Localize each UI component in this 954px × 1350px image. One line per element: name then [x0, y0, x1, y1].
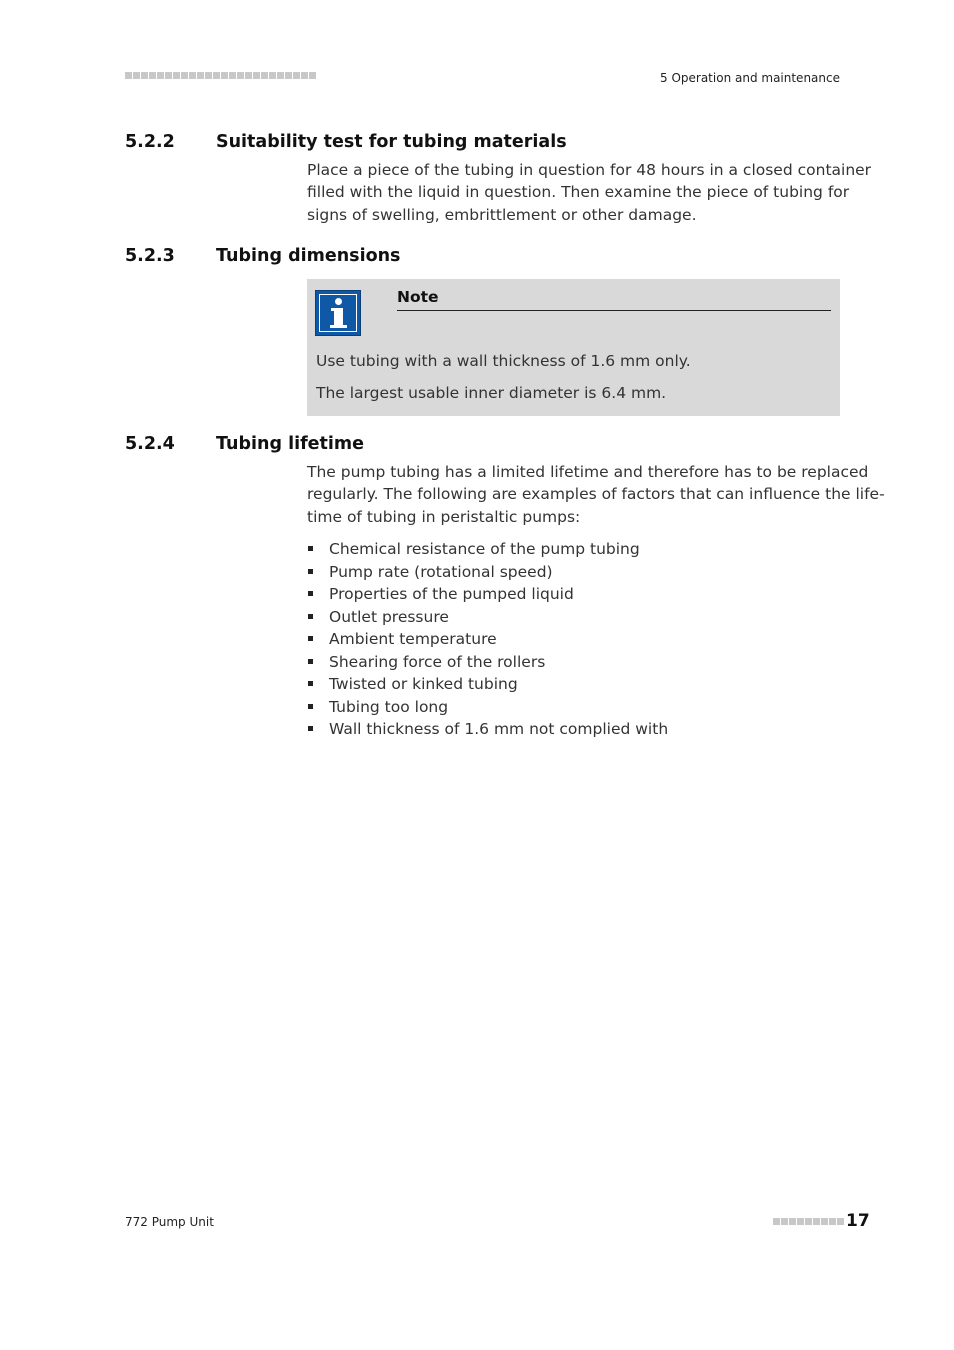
header-decoration	[125, 72, 316, 79]
section-title: Tubing lifetime	[216, 434, 365, 454]
list-item-text: Chemical resistance of the pump tubing	[329, 540, 640, 558]
section-number: 5.2.2	[125, 132, 175, 152]
decor-square	[773, 1218, 780, 1225]
list-item-text: Wall thickness of 1.6 mm not complied with	[329, 720, 669, 738]
decor-square	[181, 72, 188, 79]
decor-square	[133, 72, 140, 79]
decor-square	[261, 72, 268, 79]
paragraph-line: regularly. The following are examples of factors that can influence the life-	[307, 485, 885, 504]
bullet-icon	[308, 636, 313, 641]
info-icon	[315, 290, 361, 336]
list-item	[307, 561, 668, 584]
list-item	[307, 628, 668, 651]
decor-square	[797, 1218, 804, 1225]
decor-square	[829, 1218, 836, 1225]
section-number: 5.2.3	[125, 246, 175, 266]
bullet-icon	[308, 681, 313, 686]
decor-square	[309, 72, 316, 79]
paragraph-line: Place a piece of the tubing in question for 48 hours in a closed container	[307, 161, 872, 179]
decor-square	[293, 72, 300, 79]
decor-square	[229, 72, 236, 79]
list-item-text: Ambient temperature	[329, 630, 497, 648]
decor-square	[197, 72, 204, 79]
decor-square	[245, 72, 252, 79]
decor-square	[285, 72, 292, 79]
list-item	[307, 673, 668, 696]
decor-square	[805, 1218, 812, 1225]
paragraph-lifetime	[307, 461, 885, 528]
decor-square	[141, 72, 148, 79]
decor-square	[821, 1218, 828, 1225]
decor-square	[301, 72, 308, 79]
decor-square	[157, 72, 164, 79]
paragraph-line: filled with the liquid in question. Then examine the piece of tubing for	[307, 183, 850, 202]
decor-square	[813, 1218, 820, 1225]
bullet-icon	[308, 704, 313, 709]
list-item-text: Shearing force of the rollers	[329, 652, 546, 671]
section-heading-5-2-4	[125, 434, 364, 454]
decor-square	[149, 72, 156, 79]
page-number: 17	[846, 1211, 870, 1231]
paragraph-line: signs of swelling, embrittlement or other damage.	[307, 205, 697, 224]
decor-square	[213, 72, 220, 79]
decor-square	[125, 72, 132, 79]
bullet-icon	[308, 591, 313, 596]
decor-square	[189, 72, 196, 79]
note-divider	[397, 310, 831, 311]
note-text: Use tubing with a wall thickness of 1.6 mm only.	[316, 352, 691, 370]
bullet-icon	[308, 726, 313, 731]
list-item-text: Tubing too long	[329, 697, 449, 716]
paragraph-line: time of tubing in peristaltic pumps:	[307, 507, 581, 526]
list-item-text: Outlet pressure	[329, 607, 449, 626]
section-title: Suitability test for tubing materials	[216, 132, 567, 152]
paragraph-suitability	[307, 159, 872, 226]
factor-list	[307, 538, 668, 741]
section-number: 5.2.4	[125, 434, 175, 454]
bullet-icon	[308, 659, 313, 664]
bullet-icon	[308, 546, 313, 551]
decor-square	[237, 72, 244, 79]
decor-square	[165, 72, 172, 79]
paragraph-line: The pump tubing has a limited lifetime and therefore has to be replaced	[307, 463, 869, 481]
decor-square	[253, 72, 260, 79]
section-title: Tubing dimensions	[216, 246, 401, 266]
bullet-icon	[308, 614, 313, 619]
list-item	[307, 651, 668, 674]
decor-square	[205, 72, 212, 79]
list-item	[307, 718, 668, 741]
decor-square	[837, 1218, 844, 1225]
decor-square	[269, 72, 276, 79]
decor-square	[789, 1218, 796, 1225]
list-item	[307, 696, 668, 719]
bullet-icon	[308, 569, 313, 574]
decor-square	[277, 72, 284, 79]
note-title: Note	[397, 288, 439, 306]
list-item	[307, 606, 668, 629]
list-item-text: Pump rate (rotational speed)	[329, 562, 553, 581]
section-heading-5-2-2	[125, 132, 567, 152]
note-box	[307, 279, 840, 416]
footer-decoration	[773, 1218, 844, 1225]
decor-square	[221, 72, 228, 79]
list-item	[307, 583, 668, 606]
list-item-text: Twisted or kinked tubing	[329, 675, 518, 693]
note-text: The largest usable inner diameter is 6.4 mm.	[316, 384, 667, 402]
running-header-chapter: 5 Operation and maintenance	[660, 71, 840, 85]
list-item	[307, 538, 668, 561]
list-item-text: Properties of the pumped liquid	[329, 585, 574, 603]
decor-square	[173, 72, 180, 79]
footer-product-name: 772 Pump Unit	[125, 1215, 214, 1229]
decor-square	[781, 1218, 788, 1225]
section-heading-5-2-3	[125, 246, 400, 266]
